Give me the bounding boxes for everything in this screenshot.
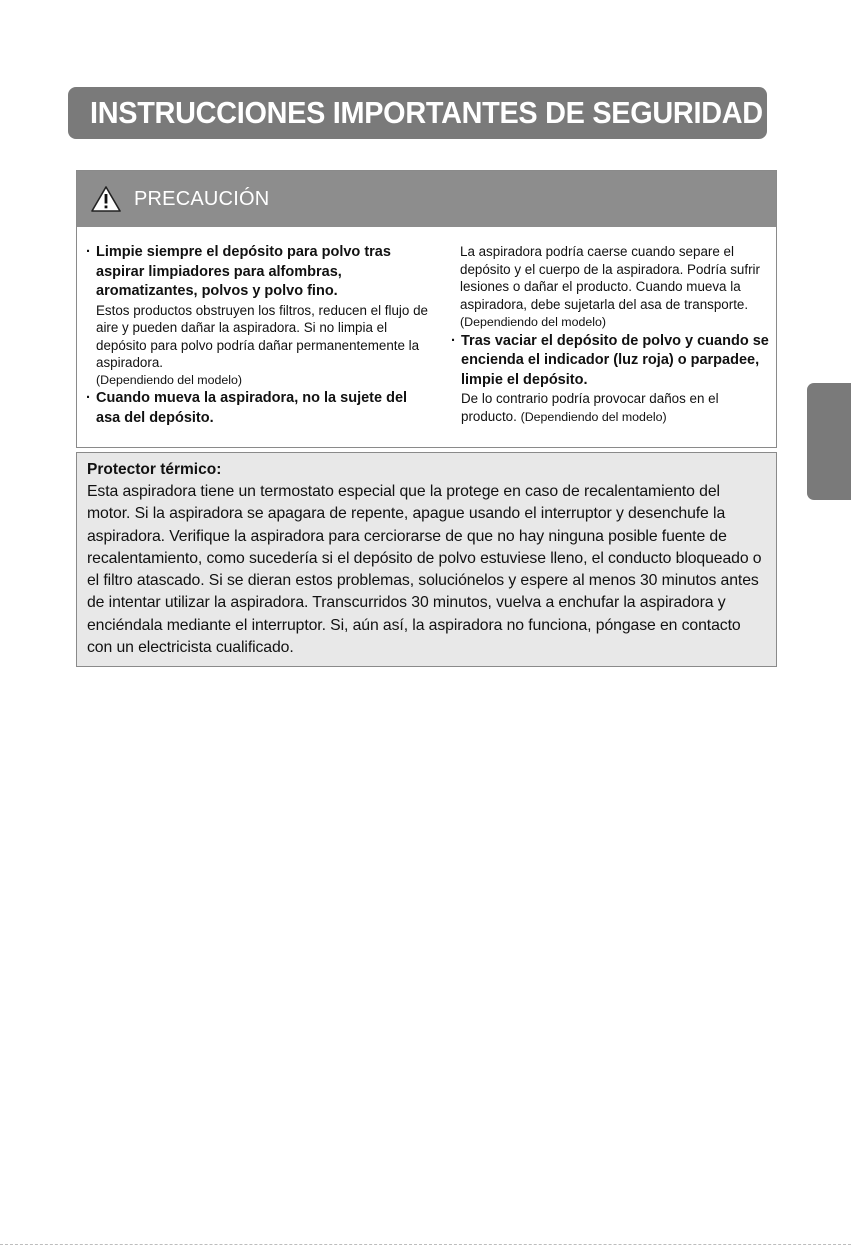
thermal-title: Protector térmico:	[87, 461, 222, 478]
caution-bullet-1	[86, 243, 431, 389]
model-note: (Dependiendo del modelo)	[96, 372, 243, 387]
bullet-text: Estos productos obstruyen los filtros, reducen el flujo de aire y pueden dañar la aspiradora. Si no limpia el depósito para polvo podría dañar permanentemente la aspiradora.	[96, 302, 428, 371]
bullet-mark: ·	[451, 332, 456, 349]
caution-left-column	[86, 243, 431, 428]
caution-bullet-3	[451, 332, 776, 427]
bullet-mark: ·	[86, 244, 91, 260]
bullet-heading: Limpie siempre el depósito para polvo tras aspirar limpiadores para alfombras, aromatizantes, polvos y polvo fino.	[96, 244, 391, 299]
model-note: (Dependiendo del modelo)	[520, 410, 667, 425]
caution-right-column	[451, 243, 776, 427]
bullet-text: De lo contrario podría provocar daños en el producto.	[461, 391, 719, 425]
caution-box	[76, 170, 777, 448]
page-title: INSTRUCCIONES IMPORTANTES DE SEGURIDAD	[90, 95, 763, 130]
thermal-protector-box	[76, 452, 777, 667]
continuation-text: La aspiradora podría caerse cuando separe el depósito y el cuerpo de la aspiradora. Podría sufrir lesiones o dañar el producto. Cuando mueva la aspiradora, debe sujetarla del asa de transporte.	[460, 244, 760, 312]
model-note: (Dependiendo del modelo)	[460, 315, 607, 330]
title-banner	[68, 87, 767, 139]
bullet-heading: Tras vaciar el depósito de polvo y cuando se encienda el indicador (luz roja) o parpadee, limpie el depósito.	[461, 332, 769, 388]
bottom-divider	[0, 1244, 851, 1245]
bullet-heading: Cuando mueva la aspiradora, no la sujete del asa del depósito.	[96, 390, 408, 426]
caution-title: PRECAUCIÓN	[134, 187, 270, 210]
section-side-tab	[807, 383, 851, 500]
caution-bullet-2	[86, 389, 431, 428]
bullet-mark: ·	[86, 390, 91, 407]
bullet-2-continuation	[451, 243, 776, 332]
caution-header	[77, 171, 776, 227]
warning-triangle-icon	[91, 186, 121, 212]
thermal-body: Esta aspiradora tiene un termostato especial que la protege en caso de recalentamiento del motor. Si la aspiradora se apagara de repente, apague usando el interruptor y desenchufe la aspiradora. Verifique la aspiradora para cerciorarse de que no hay ninguna posible fuente de recalentamiento, como sucedería si el depósito de polvo estuviese lleno, el conducto bloqueado o el filtro atascado. Si se dieran estos problemas, soluciónelos y espere al menos 30 minutos antes de intentar utilizar la aspiradora. Transcurridos 30 minutos, vuelva a enchufar la aspiradora y enciéndala mediante el interruptor. Si, aún así, la aspiradora no funciona, póngase en contacto con un electricista cualificado.	[87, 483, 762, 657]
